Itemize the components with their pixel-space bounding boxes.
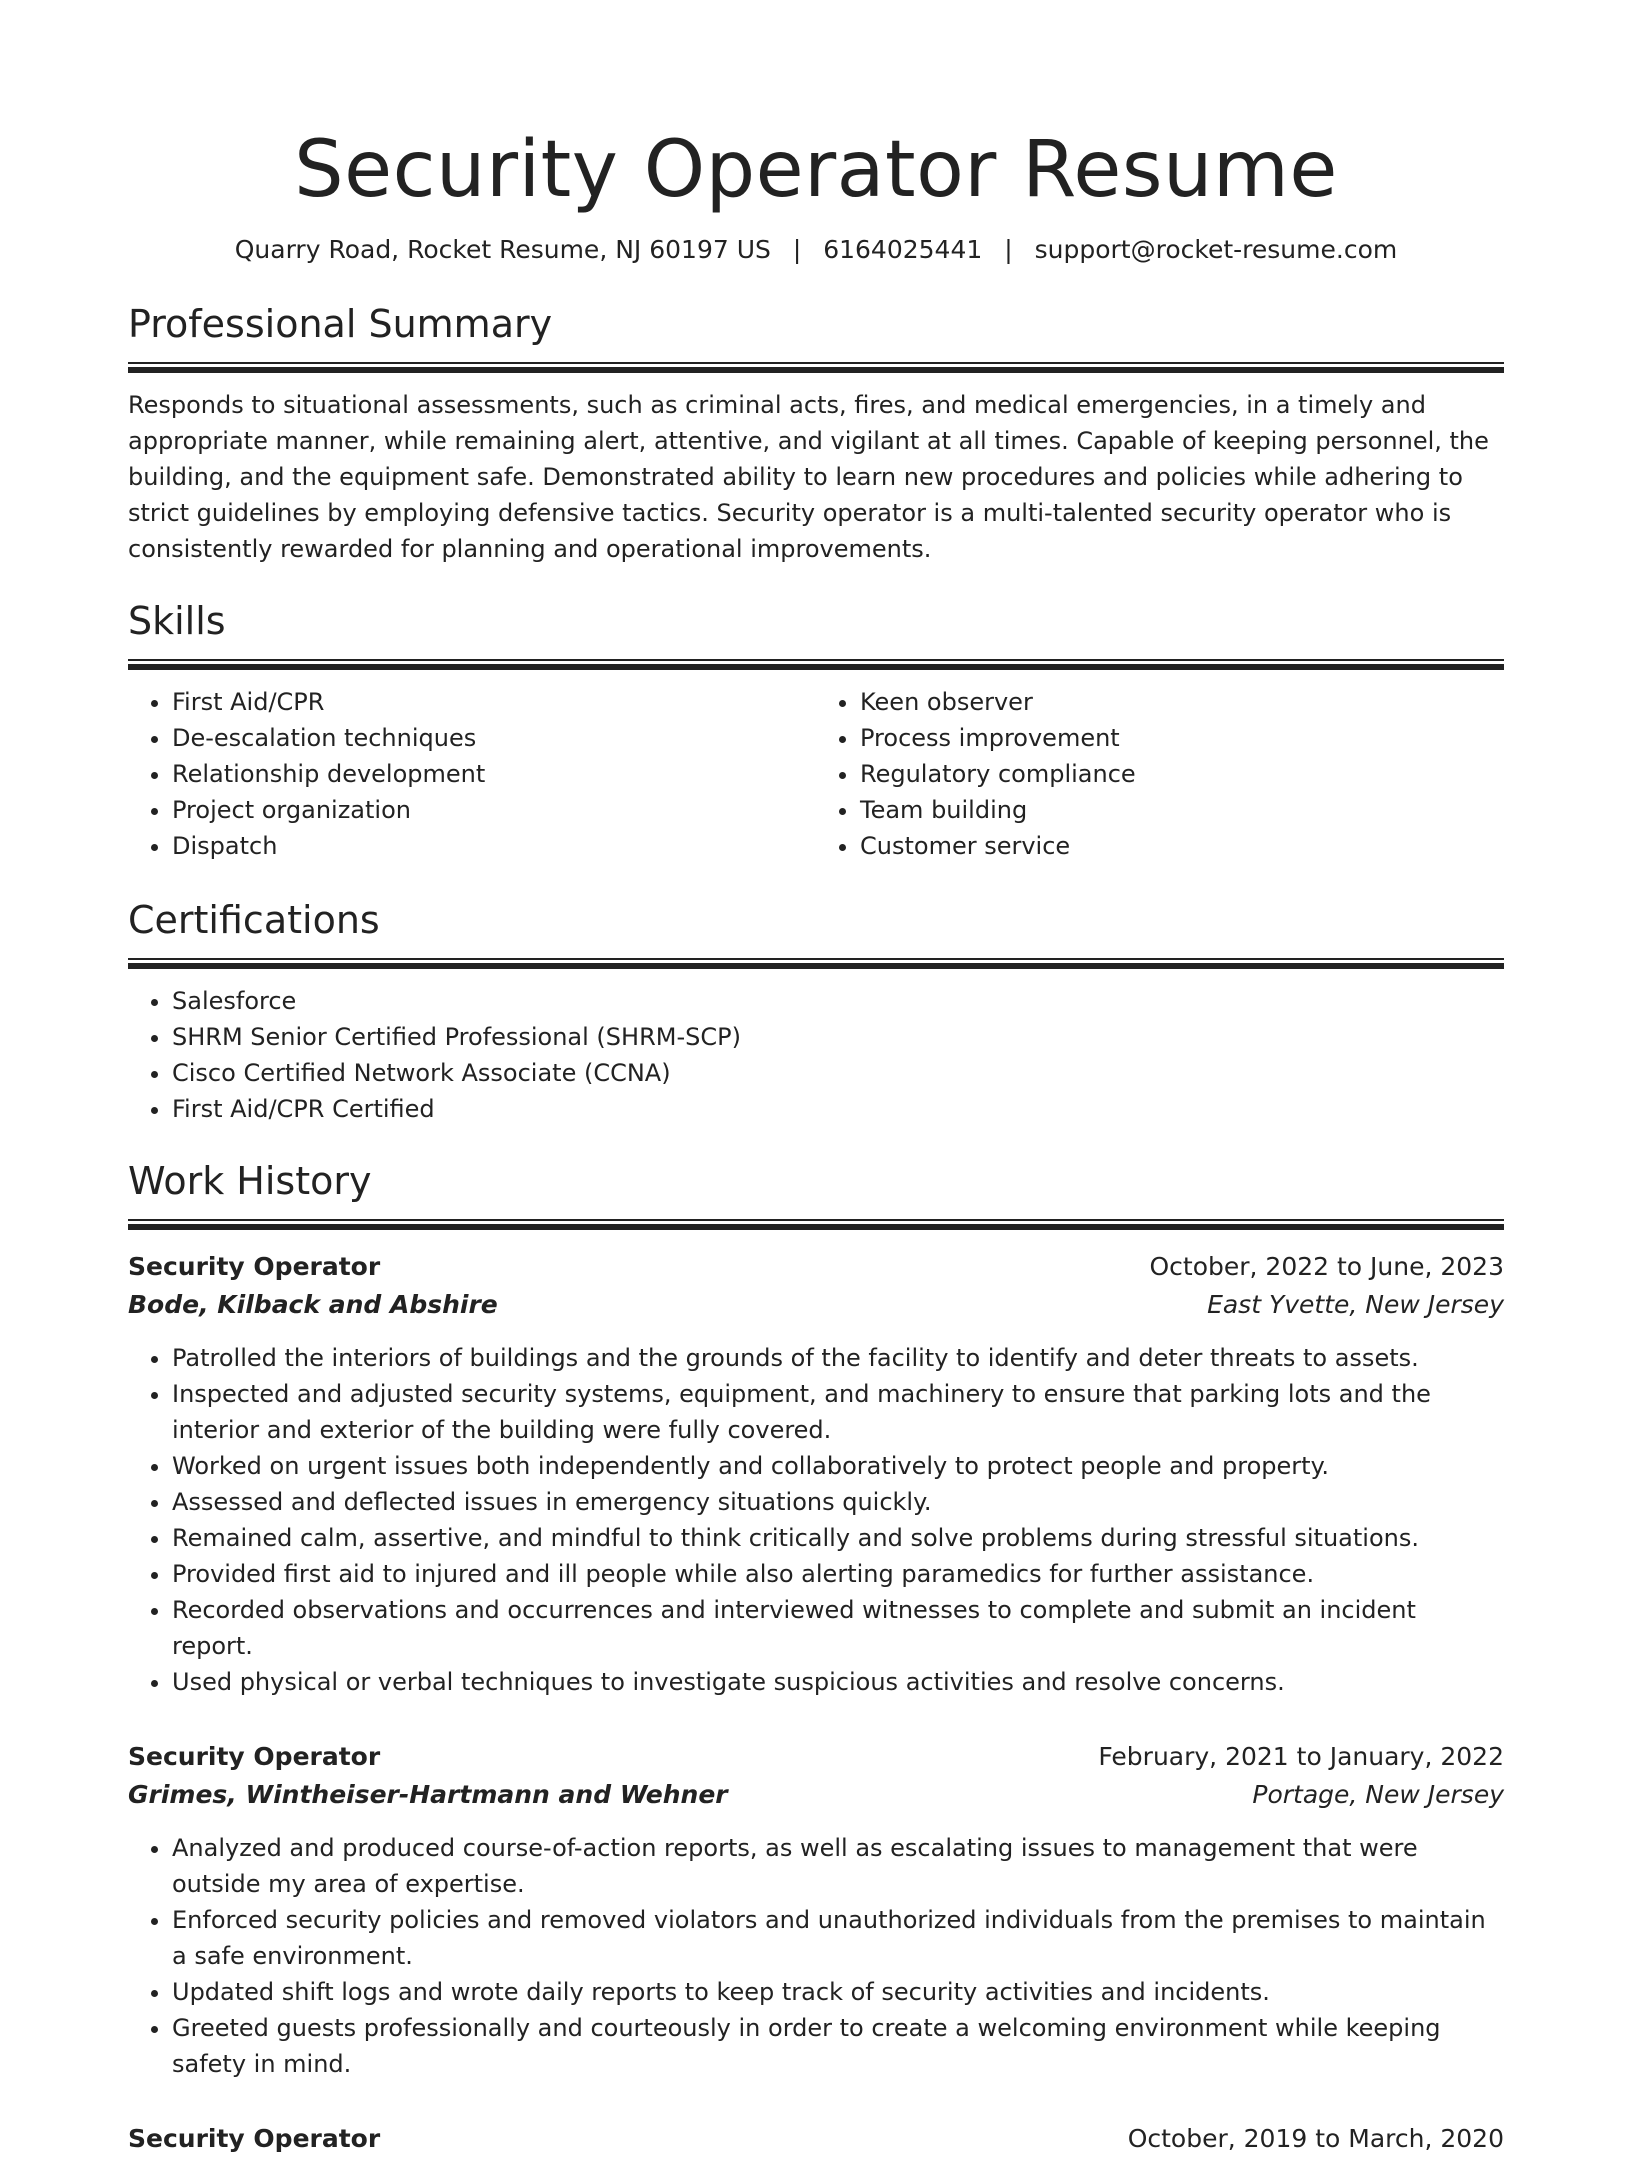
skills-section [128, 597, 1504, 864]
certification-item: • First Aid/CPR Certified [172, 1091, 1504, 1127]
skill-item: • Relationship development [172, 756, 816, 792]
skill-item: • Team building [860, 792, 1504, 828]
skills-list-right [816, 684, 1504, 864]
certification-item: • SHRM Senior Certified Professional (SHRM-SCP) [172, 1019, 1504, 1055]
job-bullets [128, 1830, 1504, 2082]
summary-text: Responds to situational assessments, such as criminal acts, fires, and medical emergencies, in a timely and appropriate manner, while remaining alert, attentive, and vigilant at all times. Capable of keeping personnel, the building, and the equipment safe. Demonstrated ability to learn new procedures and policies while adhering to strict guidelines by employing defensive tactics. Security operator is a multi-talented security operator who is consistently rewarded for planning and operational improvements. [128, 391, 1489, 563]
resume-title: Security Operator Resume [294, 125, 1338, 215]
job-title: Security Operator [128, 1742, 381, 1771]
job-header-row [128, 1248, 1504, 1286]
contact-line [128, 232, 1504, 268]
summary-heading: Professional Summary [128, 302, 553, 346]
job-bullet: • Remained calm, assertive, and mindful to think critically and solve problems during stressful situations. [172, 1520, 1504, 1556]
resume-page [128, 0, 1504, 2158]
section-divider [128, 659, 1504, 670]
contact-separator: | [1004, 235, 1013, 264]
certifications-list [128, 983, 1504, 1127]
certifications-heading: Certifications [128, 898, 380, 942]
certifications-section [128, 896, 1504, 1127]
job-title: Security Operator [128, 2124, 381, 2153]
job-bullet: • Worked on urgent issues both independently and collaboratively to protect people and property. [172, 1448, 1504, 1484]
job-location: East Yvette, New Jersey [1207, 1290, 1504, 1319]
job-bullet: • Recorded observations and occurrences and interviewed witnesses to complete and submit an incident report. [172, 1592, 1504, 1664]
skills-list-left [128, 684, 816, 864]
work-history-section [128, 1157, 1504, 2158]
contact-address: Quarry Road, Rocket Resume, NJ 60197 US [234, 235, 771, 264]
job-bullet: • Patrolled the interiors of buildings and the grounds of the facility to identify and deter threats to assets. [172, 1340, 1504, 1376]
job-header-row [128, 1738, 1504, 1776]
job-title: Security Operator [128, 1252, 381, 1281]
job-bullet: • Enforced security policies and removed violators and unauthorized individuals from the premises to maintain a safe environment. [172, 1902, 1504, 1974]
skill-item: • Dispatch [172, 828, 816, 864]
skill-item: • Regulatory compliance [860, 756, 1504, 792]
skill-item: • De-escalation techniques [172, 720, 816, 756]
job-employer-row [128, 1286, 1504, 1324]
work-history-heading: Work History [128, 1159, 372, 1203]
job-bullet: • Inspected and adjusted security systems, equipment, and machinery to ensure that parking lots and the interior and exterior of the building were fully covered. [172, 1376, 1504, 1448]
section-divider [128, 958, 1504, 969]
section-divider [128, 1219, 1504, 1230]
job-bullet: • Assessed and deflected issues in emergency situations quickly. [172, 1484, 1504, 1520]
job-bullet: • Used physical or verbal techniques to investigate suspicious activities and resolve concerns. [172, 1664, 1504, 1700]
skills-heading: Skills [128, 599, 226, 643]
certification-item: • Cisco Certified Network Associate (CCNA) [172, 1055, 1504, 1091]
job-employer-row [128, 1776, 1504, 1814]
contact-phone: 6164025441 [823, 235, 983, 264]
certification-item: • Salesforce [172, 983, 1504, 1019]
contact-email: support@rocket-resume.com [1034, 235, 1398, 264]
job-entry [128, 1248, 1504, 1700]
summary-section [128, 300, 1504, 567]
contact-separator: | [792, 235, 802, 264]
job-bullets [128, 1340, 1504, 1700]
job-entry [128, 1738, 1504, 2082]
job-dates: October, 2019 to March, 2020 [1127, 2124, 1504, 2153]
skill-item: • Project organization [172, 792, 816, 828]
job-company: Bode, Kilback and Abshire [128, 1290, 498, 1319]
skill-item: • Process improvement [860, 720, 1504, 756]
job-bullet: • Analyzed and produced course-of-action reports, as well as escalating issues to management that were outside my area of expertise. [172, 1830, 1504, 1902]
job-dates: October, 2022 to June, 2023 [1149, 1252, 1504, 1281]
job-dates: February, 2021 to January, 2022 [1098, 1742, 1504, 1771]
job-bullet: • Provided first aid to injured and ill people while also alerting paramedics for further assistance. [172, 1556, 1504, 1592]
skill-item: • Keen observer [860, 684, 1504, 720]
job-entry [128, 2120, 1504, 2158]
job-bullet: • Updated shift logs and wrote daily reports to keep track of security activities and incidents. [172, 1974, 1504, 2010]
job-bullet: • Greeted guests professionally and courteously in order to create a welcoming environment while keeping safety in mind. [172, 2010, 1504, 2082]
job-header-row [128, 2120, 1504, 2158]
skill-item: • First Aid/CPR [172, 684, 816, 720]
job-location: Portage, New Jersey [1252, 1780, 1504, 1809]
section-divider [128, 362, 1504, 373]
skills-grid [128, 684, 1504, 864]
skill-item: • Customer service [860, 828, 1504, 864]
job-company: Grimes, Wintheiser-Hartmann and Wehner [128, 1780, 728, 1809]
